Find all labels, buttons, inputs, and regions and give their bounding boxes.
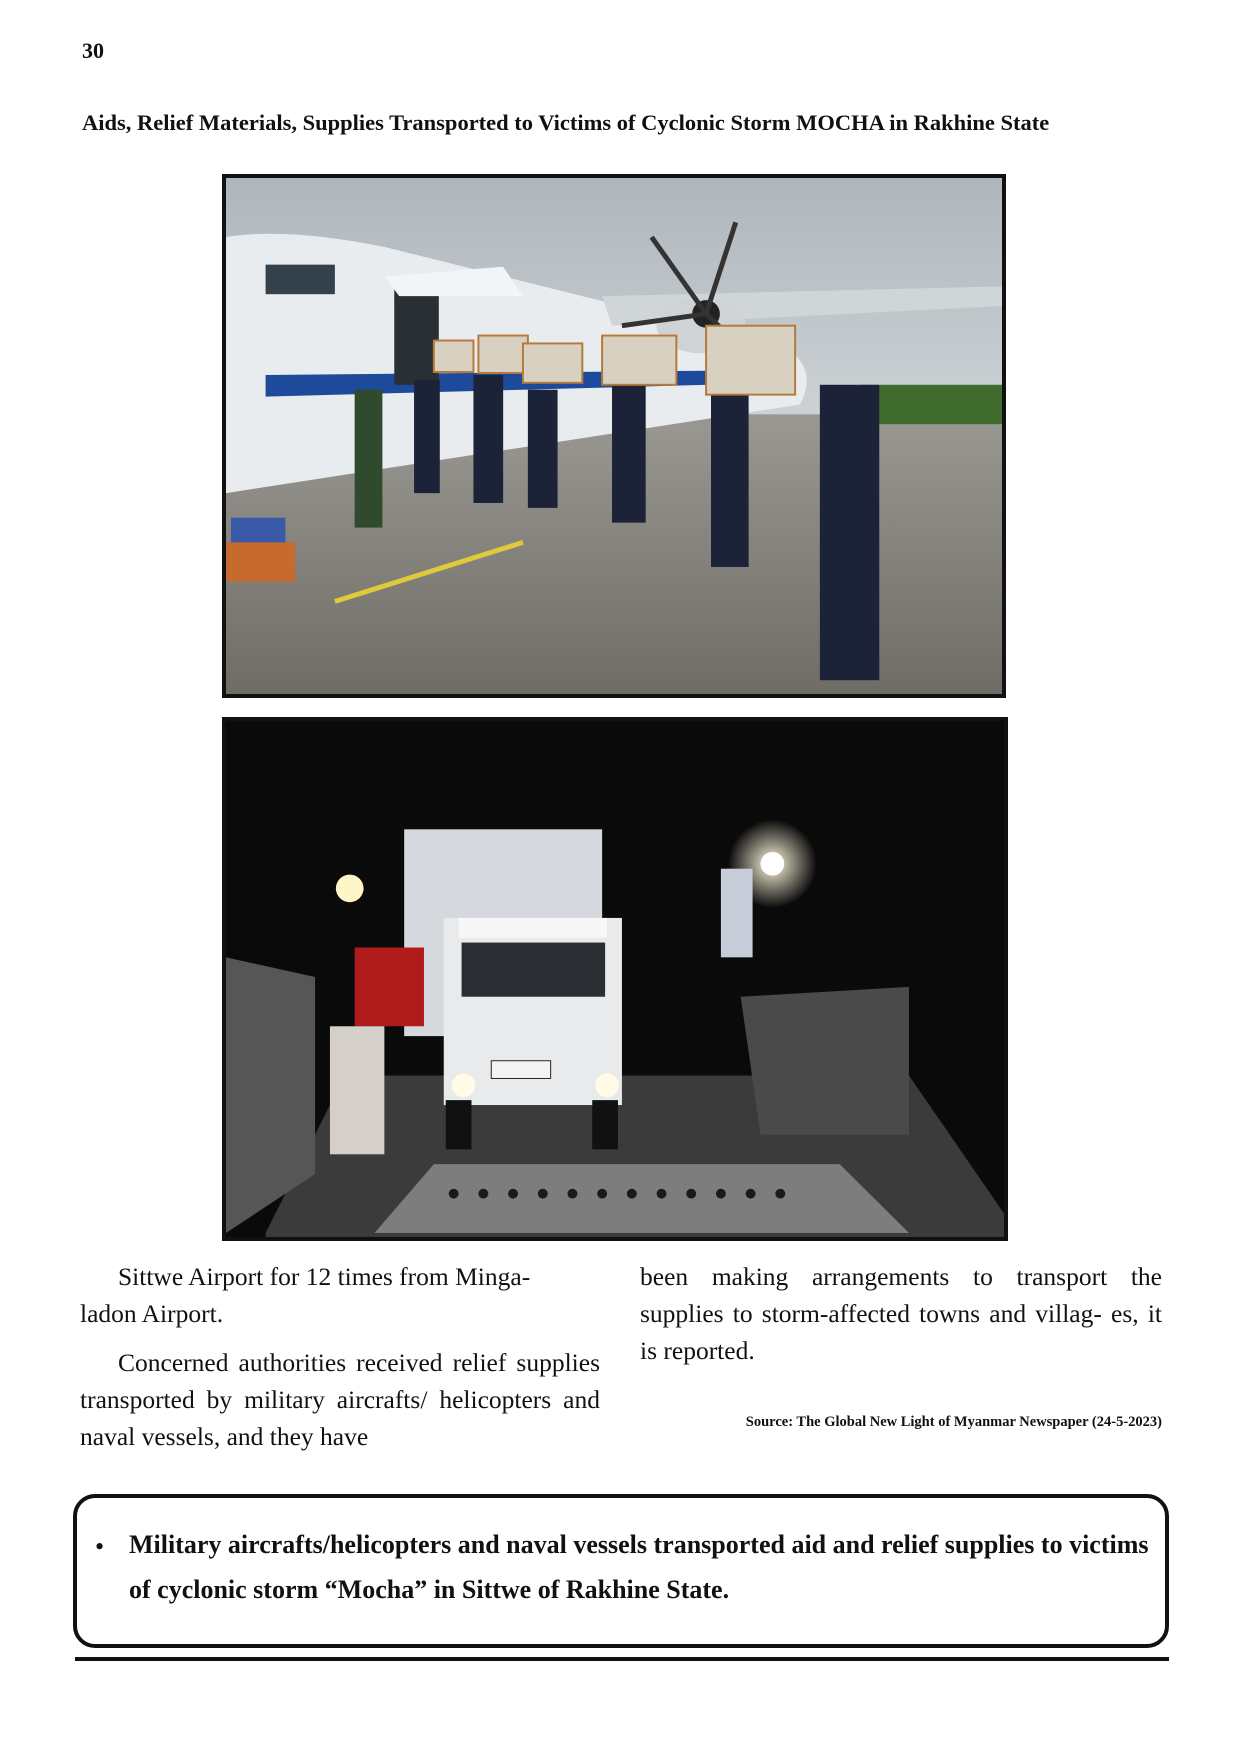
summary-text: Military aircrafts/helicopters and naval vessels transported aid and relief supplies to victims of cyclonic storm “Mocha” in Sittwe of Rakhine State. xyxy=(129,1530,1149,1604)
column-right xyxy=(640,1258,1162,1369)
truck-loading-image xyxy=(226,721,1004,1237)
paragraph-left-1-line-2: ladon Airport. xyxy=(80,1299,224,1328)
aircraft-unloading-image xyxy=(226,178,1002,694)
bottom-rule xyxy=(75,1657,1169,1661)
paragraph-left-2: Concerned authorities received relief supplies transported by military aircrafts/ helicopters and naval vessels, and they have xyxy=(80,1348,600,1451)
photo-aircraft-unloading xyxy=(222,174,1006,698)
page-number: 30 xyxy=(82,38,104,63)
paragraph-right-1: been making arrangements to transport the supplies to storm-affected towns and villag- es, it is reported. xyxy=(640,1262,1162,1365)
column-left xyxy=(80,1258,600,1455)
page-title: Aids, Relief Materials, Supplies Transported to Victims of Cyclonic Storm MOCHA in Rakhine State xyxy=(82,110,1050,135)
photo-truck-loading-night xyxy=(222,717,1008,1241)
paragraph-left-1-line-1: Sittwe Airport for 12 times from Minga- xyxy=(118,1262,531,1291)
bullet-icon: • xyxy=(95,1532,105,1561)
source-citation: Source: The Global New Light of Myanmar Newspaper (24-5-2023) xyxy=(745,1414,1162,1430)
summary-box xyxy=(73,1494,1169,1648)
